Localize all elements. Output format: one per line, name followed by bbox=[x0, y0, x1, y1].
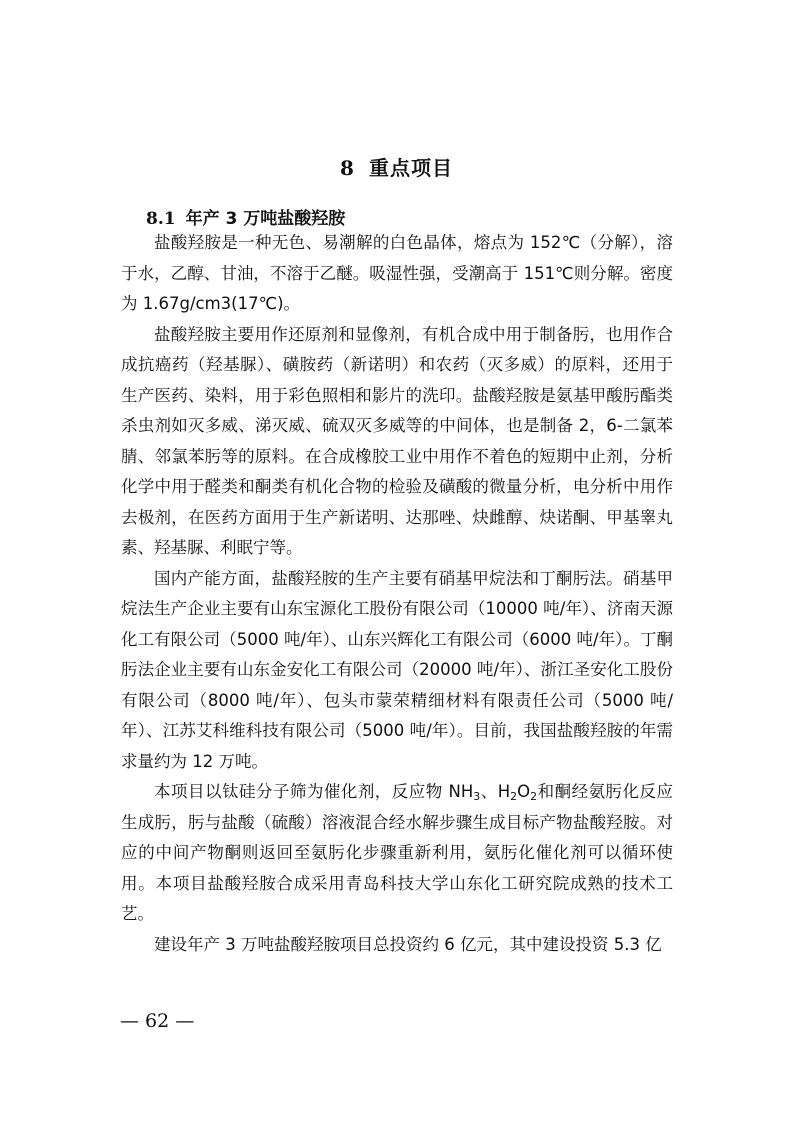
process-text-1: 本项目以钛硅分子筛为催化剂，反应物 NH bbox=[154, 782, 474, 801]
paragraph-domestic-capacity: 国内产能方面，盐酸羟胺的生产主要有硝基甲烷法和丁酮肟法。硝基甲烷法生产企业主要有山东宝源化工股份有限公司（10000 吨/年）、济南天源化工有限公司（5000 吨/年）、山东兴辉化工有限公司（6000 吨/年）。丁酮肟法企业主要有山东金安化工有限公司（20000 吨/年）、浙江圣安化工股份有限公司（8000 吨/年）、包头市蒙荣精细材料有限责任公司（5000 吨/年）、江苏艾科维科技有限公司（5000 吨/年）。目前，我国盐酸羟胺的年需求量约为 12 万吨。 bbox=[121, 568, 673, 771]
process-text-2: 、H bbox=[480, 782, 511, 801]
process-text-4: 和酮经氨肟化反应生成肟，肟与盐酸（硫酸）溶液混合经水解步骤生成目标产物盐酸羟胺。对应的中间产物酮则返回至氨肟化步骤重新利用，氨肟化催化剂可以循环使用。本项目盐酸羟胺合成采用青岛科技大学山东化工研究院成熟的技术工艺。 bbox=[121, 782, 674, 923]
chapter-heading bbox=[0, 152, 793, 181]
paragraph-applications: 盐酸羟胺主要用作还原剂和显像剂，有机合成中用于制备肟，也用作合成抗癌药（羟基脲）、磺胺药（新诺明）和农药（灭多威）的原料，还用于生产医药、染料，用于彩色照相和影片的洗印。盐酸羟胺是氨基甲酸肟酯类杀虫剂如灭多威、涕灭威、硫双灭多威等的中间体，也是制备 2，6-二氯苯腈、邻氯苯肟等的原料。在合成橡胶工业中用作不着色的短期中止剂，分析化学中用于醛类和酮类有机化合物的检验及磺酸的微量分析，电分析中用作去极剂，在医药方面用于生产新诺明、达那唑、炔雌醇、炔诺酮、甲基睾丸素、羟基脲、利眠宁等。 bbox=[121, 324, 673, 557]
paragraph-investment: 建设年产 3 万吨盐酸羟胺项目总投资约 6 亿元，其中建设投资 5.3 亿 bbox=[154, 934, 662, 954]
section-number: 8.1 bbox=[146, 209, 176, 229]
paragraph-process bbox=[121, 777, 673, 930]
paragraph-properties: 盐酸羟胺是一种无色、易潮解的白色晶体，熔点为 152℃（分解），溶于水，乙醇、甘油，不溶于乙醚。吸湿性强，受潮高于 151℃则分解。密度为 1.67g/cm3(17℃)。 bbox=[121, 233, 673, 313]
chapter-number: 8 bbox=[340, 156, 355, 180]
subscript-nh3: 3 bbox=[473, 790, 481, 803]
section-heading bbox=[146, 204, 345, 229]
process-text-3: O bbox=[517, 782, 531, 801]
subscript-o2: 2 bbox=[530, 790, 538, 803]
section-title-text: 年产 3 万吨盐酸羟胺 bbox=[185, 209, 346, 229]
subscript-h2: 2 bbox=[510, 790, 518, 803]
page-number: — 62 — bbox=[120, 1010, 195, 1032]
chapter-title-text: 重点项目 bbox=[368, 156, 453, 180]
body-text bbox=[121, 228, 673, 960]
